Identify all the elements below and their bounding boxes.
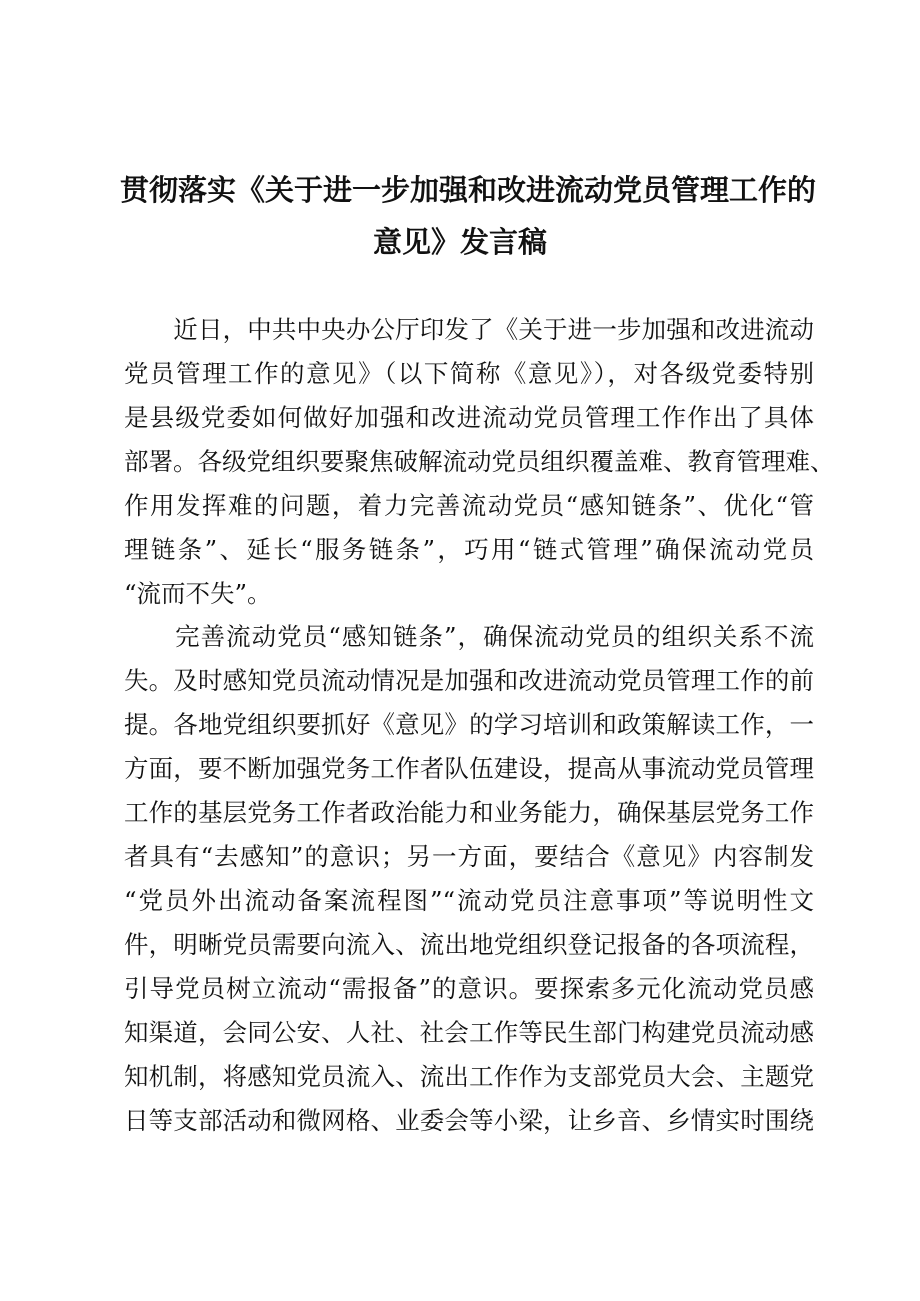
paragraph-line: 党员管理工作的意见》（以下简称《意见》），对各级党委特别: [124, 359, 814, 388]
paragraph-line: 近日，中共中央办公厅印发了《关于进一步加强和改进流动: [124, 315, 814, 344]
paragraph-line: 者具有“去感知”的意识；另一方面，要结合《意见》内容制发: [124, 842, 814, 871]
paragraph-line: 理链条”、延长“服务链条”，巧用“链式管理”确保流动党员: [124, 535, 814, 564]
paragraph-line: 方面，要不断加强党务工作者队伍建设，提高从事流动党员管理: [124, 754, 814, 783]
paragraph-line: 知机制，将感知党员流入、流出工作作为支部党员大会、主题党: [124, 1062, 814, 1091]
paragraph-line: 完善流动党员“感知链条”，确保流动党员的组织关系不流: [124, 622, 814, 651]
paragraph-line: “流而不失”。: [124, 579, 272, 608]
document-title-line-1: 贯彻落实《关于进一步加强和改进流动党员管理工作的: [120, 173, 817, 207]
paragraph-line: 日等支部活动和微网格、业委会等小梁，让乡音、乡情实时围绕: [124, 1106, 814, 1135]
paragraph-line: 失。及时感知党员流动情况是加强和改进流动党员管理工作的前: [124, 666, 814, 695]
paragraph-line: 部署。各级党组织要聚焦破解流动党员组织覆盖难、教育管理难、: [124, 447, 835, 476]
paragraph-line: 作用发挥难的问题，着力完善流动党员“感知链条”、优化“管: [124, 491, 814, 520]
paragraph-line: 提。各地党组织要抓好《意见》的学习培训和政策解读工作，一: [124, 710, 814, 739]
paragraph-line: 是县级党委如何做好加强和改进流动党员管理工作作出了具体: [124, 403, 814, 432]
paragraph-line: “党员外出流动备案流程图”“流动党员注意事项”等说明性文: [124, 886, 814, 915]
document-title-line-2: 意见》发言稿: [372, 225, 547, 259]
paragraph-line: 工作的基层党务工作者政治能力和业务能力，确保基层党务工作: [124, 798, 814, 827]
paragraph-line: 件，明晰党员需要向流入、流出地党组织登记报备的各项流程，: [124, 930, 814, 959]
paragraph-line: 知渠道，会同公安、人社、社会工作等民生部门构建党员流动感: [124, 1018, 814, 1047]
paragraph-line: 引导党员树立流动“需报备”的意识。要探索多元化流动党员感: [124, 974, 814, 1003]
